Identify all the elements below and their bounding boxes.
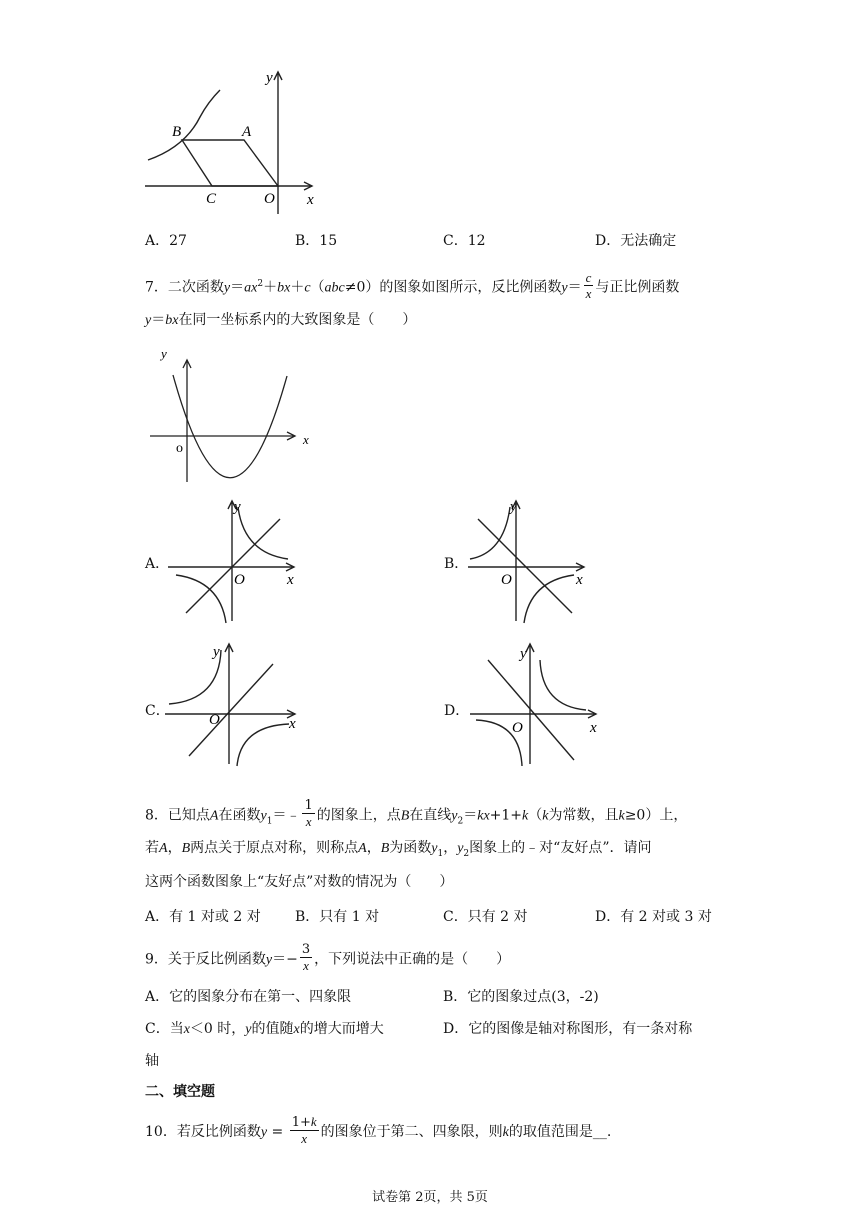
svg-text:y: y xyxy=(510,499,517,515)
q9-option-d[interactable]: D．它的图像是轴对称图形，有一条对称 xyxy=(443,1021,693,1037)
q6-label-A: A xyxy=(242,124,252,140)
section-title: 二、填空题 xyxy=(145,1084,215,1100)
svg-text:x: x xyxy=(289,716,296,732)
q7-fraction: $\frac{c}{x}$ xyxy=(585,270,592,301)
page-footer: 试卷第 2页，共 5页 xyxy=(372,1190,488,1205)
q9-fraction: $\frac{3}{x}$ xyxy=(301,942,311,973)
svg-text:y: y xyxy=(213,644,220,660)
svg-text:O: O xyxy=(501,572,512,588)
q8-line2: 若A，B两点关于原点对称，则称点A，B为函数$y_1$，$y_2$图象上的﹣对“友好点”．请问 xyxy=(145,840,652,859)
svg-text:y: y xyxy=(520,646,527,662)
q10-answer-blank[interactable]: __ xyxy=(592,1124,607,1140)
q6-option-b[interactable]: B．15 xyxy=(295,233,338,249)
svg-text:O: O xyxy=(234,572,245,588)
q8-option-d[interactable]: D．有 2 对或 3 对 xyxy=(595,909,712,925)
q7-graph-d xyxy=(468,638,608,768)
q8-option-c[interactable]: C．只有 2 对 xyxy=(443,909,528,925)
q7-graph-a xyxy=(168,495,308,625)
q9-option-c[interactable]: C．当x＜0 时，y的值随x的增大而增大 xyxy=(145,1021,384,1037)
q7-line1: 7．二次函数$y=ax^2+bx+c(abc\ne 0)$的图象如图所示，反比例函数y＝ $\frac{c}{x}$ 与正比例函数 xyxy=(145,270,680,301)
q7-graph-c xyxy=(165,638,310,768)
q6-label-x: x xyxy=(307,192,314,208)
q7-option-c[interactable]: C． xyxy=(145,703,170,719)
q6-label-y: y xyxy=(266,70,273,86)
q7-option-a[interactable]: A． xyxy=(145,556,170,572)
q6-option-a[interactable]: A．27 xyxy=(145,233,187,249)
q8-line3: 这两个函数图象上“友好点”对数的情况为（ ） xyxy=(145,874,454,890)
q9-option-b[interactable]: B．它的图象过点(3，-2) xyxy=(443,989,599,1005)
q6-label-B: B xyxy=(172,124,182,140)
svg-text:x: x xyxy=(287,572,294,588)
q6-figure xyxy=(140,62,330,222)
q9-option-a[interactable]: A．它的图象分布在第一、四象限 xyxy=(145,989,352,1005)
svg-text:y: y xyxy=(234,499,241,515)
q9-option-d-continued: 轴 xyxy=(145,1053,159,1069)
q10-fraction: $\frac{1+k}{x}$ xyxy=(291,1114,317,1146)
q7-parabola-label-y: y xyxy=(161,346,167,361)
q8-option-b[interactable]: B．只有 1 对 xyxy=(295,909,380,925)
q7-graph-b xyxy=(468,495,608,625)
svg-text:x: x xyxy=(590,720,597,736)
q7-parabola-label-o: o xyxy=(176,441,183,456)
svg-text:x: x xyxy=(576,572,583,588)
q8-line1: 8．已知点A在函数$y_1=﹣$ $\frac{1}{x}$ 的图象上，点B在直线$y_2=kx+1+k(k$为常数，且k≥0）上， xyxy=(145,798,688,829)
svg-text:O: O xyxy=(512,720,523,736)
q6-label-O: O xyxy=(264,191,275,207)
q6-option-c[interactable]: C．12 xyxy=(443,233,486,249)
q7-parabola-figure xyxy=(145,340,320,490)
q7-parabola-label-x: x xyxy=(303,432,309,447)
q7-option-b[interactable]: B． xyxy=(444,556,469,572)
q8-fraction: $\frac{1}{x}$ xyxy=(304,798,313,829)
q9-line1: 9．关于反比例函数y＝− $\frac{3}{x}$ ，下列说法中正确的是（ ） xyxy=(145,942,511,973)
q6-label-C: C xyxy=(206,191,217,207)
q6-option-d[interactable]: D．无法确定 xyxy=(595,233,677,249)
svg-text:O: O xyxy=(209,712,220,728)
q10-line1: 10．若反比例函数y = $\frac{1+k}{x}$ 的图象位于第二、四象限，则k的取值范围是__. xyxy=(145,1114,612,1146)
q8-option-a[interactable]: A．有 1 对或 2 对 xyxy=(145,909,261,925)
q7-line2: y＝bx在同一坐标系内的大致图象是（ ） xyxy=(145,312,417,328)
q7-option-d[interactable]: D． xyxy=(444,703,470,719)
